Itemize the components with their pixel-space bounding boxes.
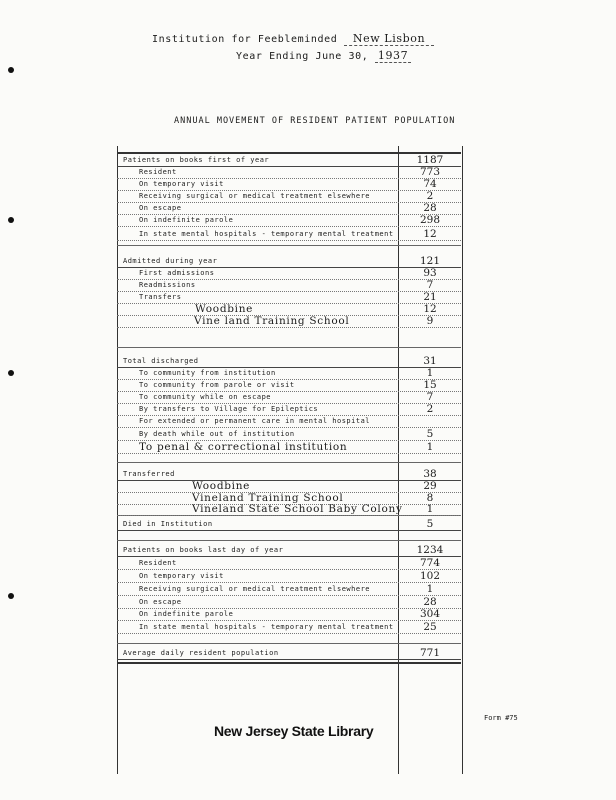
row-label: Resident <box>139 168 177 176</box>
row-label: To community from institution <box>139 369 276 377</box>
row-label: Patients on books last day of year <box>123 546 284 554</box>
row-label: Average daily resident population <box>123 649 279 657</box>
row-label: To penal & correctional institution <box>139 441 348 453</box>
row-label: Woodbine <box>195 303 254 315</box>
row-value: 1187 <box>416 154 444 166</box>
table-row <box>117 544 461 557</box>
section-rule <box>117 245 461 246</box>
row-label: On indefinite parole <box>139 610 234 618</box>
row-label: Transfers <box>139 293 182 301</box>
punch-hole-icon <box>8 370 14 376</box>
row-value: 298 <box>419 214 441 226</box>
row-label: Patients on books first of year <box>123 156 270 164</box>
table-row <box>117 647 461 660</box>
row-label: Woodbine <box>192 480 251 492</box>
row-value: 774 <box>419 557 441 569</box>
row-label: On indefinite parole <box>139 216 234 224</box>
table-row <box>117 570 461 583</box>
table-row <box>117 503 461 516</box>
library-watermark: New Jersey State Library <box>214 723 374 739</box>
row-value: 2 <box>426 403 434 415</box>
row-value: 1234 <box>416 544 444 556</box>
row-value: 304 <box>419 608 441 620</box>
row-value: 2 <box>426 190 434 202</box>
row-value: 74 <box>423 178 437 190</box>
row-value: 28 <box>423 202 437 214</box>
row-label: Resident <box>139 559 177 567</box>
table-row <box>117 583 461 596</box>
punch-hole-icon <box>8 217 14 223</box>
punch-hole-icon <box>8 593 14 599</box>
row-label: On escape <box>139 204 182 212</box>
row-value: 31 <box>423 355 437 367</box>
row-value: 5 <box>426 518 434 530</box>
year-line <box>236 49 411 63</box>
institution-value: New Lisbon <box>352 32 426 45</box>
row-label: On escape <box>139 598 182 606</box>
page-title: ANNUAL MOVEMENT OF RESIDENT PATIENT POPULATION <box>174 116 456 126</box>
section-rule <box>117 462 461 463</box>
row-label: Receiving surgical or medical treatment elsewhere <box>139 192 371 200</box>
punch-hole-icon <box>8 67 14 73</box>
row-label: Vineland Training School <box>192 492 344 504</box>
row-value: 12 <box>423 303 437 315</box>
row-label: By death while out of institution <box>139 430 295 438</box>
section-rule <box>117 643 461 644</box>
table-row <box>117 518 461 531</box>
row-value: 1 <box>426 367 434 379</box>
row-label: Receiving surgical or medical treatment elsewhere <box>139 585 371 593</box>
row-value: 1 <box>426 583 434 595</box>
row-value: 8 <box>426 492 434 504</box>
row-value: 1 <box>426 503 434 515</box>
row-label: To community from parole or visit <box>139 381 295 389</box>
table-row <box>117 441 461 454</box>
row-label: Total discharged <box>123 357 199 365</box>
row-value: 102 <box>419 570 441 582</box>
row-value: 21 <box>423 291 437 303</box>
row-value: 12 <box>423 228 437 240</box>
row-value: 38 <box>423 468 437 480</box>
section-rule <box>117 540 461 541</box>
row-label: On temporary visit <box>139 180 224 188</box>
row-value: 7 <box>426 391 434 403</box>
row-value: 5 <box>426 428 434 440</box>
table-row <box>117 608 461 621</box>
year-label: Year Ending June 30, <box>236 51 369 62</box>
section-rule <box>117 347 461 348</box>
institution-label: Institution for Feebleminded <box>152 34 338 45</box>
row-value: 771 <box>419 647 441 659</box>
row-value: 7 <box>426 279 434 291</box>
row-label: For extended or permanent care in mental hospital <box>139 417 371 425</box>
row-label: Admitted during year <box>123 257 218 265</box>
form-number: Form #75 <box>484 714 518 722</box>
row-label: First admissions <box>139 269 215 277</box>
row-label: Readmissions <box>139 281 196 289</box>
row-value: 93 <box>423 267 437 279</box>
row-label: In state mental hospitals - temporary mental treatment <box>139 230 394 238</box>
row-value: 1 <box>426 441 434 453</box>
row-label: To community while on escape <box>139 393 272 401</box>
row-label: Died in Institution <box>123 520 213 528</box>
table-row <box>117 228 461 241</box>
table-row <box>117 557 461 570</box>
row-value: 28 <box>423 596 437 608</box>
row-value: 25 <box>423 621 437 633</box>
institution-line <box>152 32 434 46</box>
year-value: 1937 <box>377 49 409 62</box>
row-label: On temporary visit <box>139 572 224 580</box>
row-value: 29 <box>423 480 437 492</box>
row-value: 121 <box>419 255 441 267</box>
table-row <box>117 315 461 328</box>
row-value: 773 <box>419 166 441 178</box>
row-label: Transferred <box>123 470 175 478</box>
row-label: Vineland State School Baby Colony <box>192 503 403 515</box>
row-label: By transfers to Village for Epileptics <box>139 405 319 413</box>
table-bottom-rule <box>117 662 461 664</box>
table-row <box>117 428 461 441</box>
table-row <box>117 214 461 227</box>
table-row <box>117 415 461 428</box>
table-row <box>117 621 461 634</box>
row-value: 15 <box>423 379 437 391</box>
row-label: Vine land Training School <box>194 315 350 327</box>
row-label: In state mental hospitals - temporary mental treatment <box>139 623 394 631</box>
row-value: 9 <box>426 315 434 327</box>
